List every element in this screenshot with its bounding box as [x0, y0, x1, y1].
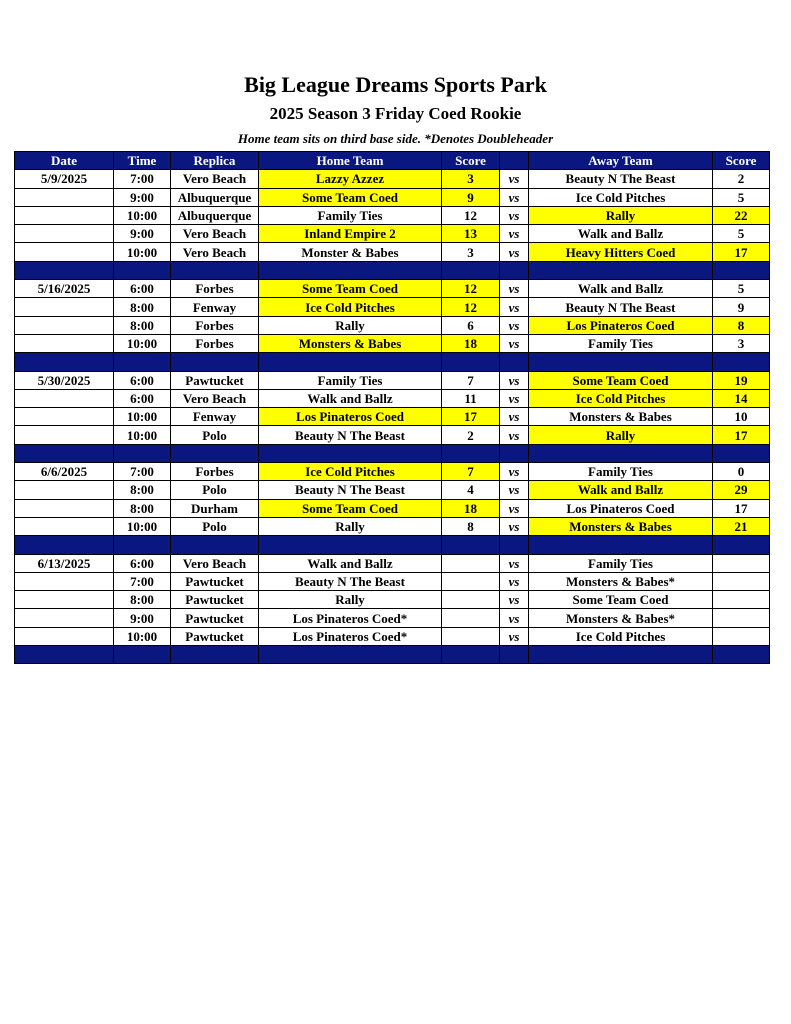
vs-cell: vs [500, 591, 529, 609]
away-score-cell: 5 [713, 188, 770, 206]
home-team-cell: Rally [259, 316, 442, 334]
date-cell [15, 591, 114, 609]
away-team-cell: Rally [529, 206, 713, 224]
time-cell: 8:00 [114, 481, 171, 499]
game-row [15, 609, 770, 627]
vs-cell: vs [500, 572, 529, 590]
away-score-cell: 0 [713, 463, 770, 481]
home-score-cell: 2 [442, 426, 500, 444]
vs-cell: vs [500, 298, 529, 316]
game-row [15, 426, 770, 444]
vs-cell: vs [500, 170, 529, 188]
away-team-cell: Monsters & Babes* [529, 572, 713, 590]
home-score-cell: 12 [442, 280, 500, 298]
away-team-cell: Family Ties [529, 554, 713, 572]
col-header-away-score: Score [713, 152, 770, 170]
separator-cell [442, 353, 500, 371]
field-cell: Fenway [171, 298, 259, 316]
home-score-cell [442, 554, 500, 572]
date-cell [15, 609, 114, 627]
time-cell: 10:00 [114, 243, 171, 261]
vs-cell: vs [500, 225, 529, 243]
away-score-cell [713, 572, 770, 590]
home-score-cell [442, 591, 500, 609]
home-score-cell: 17 [442, 408, 500, 426]
home-team-cell: Walk and Ballz [259, 389, 442, 407]
home-team-cell: Ice Cold Pitches [259, 463, 442, 481]
separator-cell [529, 353, 713, 371]
time-cell: 8:00 [114, 591, 171, 609]
away-score-cell: 22 [713, 206, 770, 224]
home-score-cell: 3 [442, 170, 500, 188]
date-cell: 5/30/2025 [15, 371, 114, 389]
date-cell [15, 572, 114, 590]
home-team-cell: Rally [259, 517, 442, 535]
time-cell: 6:00 [114, 280, 171, 298]
vs-cell: vs [500, 463, 529, 481]
game-row [15, 280, 770, 298]
vs-cell: vs [500, 408, 529, 426]
date-cell [15, 334, 114, 352]
time-cell: 8:00 [114, 499, 171, 517]
game-row [15, 334, 770, 352]
field-cell: Forbes [171, 334, 259, 352]
away-score-cell: 17 [713, 499, 770, 517]
week-separator-row [15, 536, 770, 554]
separator-cell [114, 261, 171, 279]
field-cell: Albuquerque [171, 206, 259, 224]
date-cell [15, 243, 114, 261]
separator-cell [171, 353, 259, 371]
field-cell: Vero Beach [171, 389, 259, 407]
home-score-cell: 8 [442, 517, 500, 535]
game-row [15, 499, 770, 517]
game-row [15, 554, 770, 572]
date-cell [15, 499, 114, 517]
away-team-cell: Monsters & Babes [529, 517, 713, 535]
game-row [15, 371, 770, 389]
week-separator-row [15, 646, 770, 664]
date-cell [15, 298, 114, 316]
separator-cell [529, 444, 713, 462]
separator-cell [500, 444, 529, 462]
week-separator-row [15, 444, 770, 462]
field-cell: Pawtucket [171, 609, 259, 627]
date-cell [15, 225, 114, 243]
separator-cell [259, 444, 442, 462]
home-team-cell: Some Team Coed [259, 188, 442, 206]
page-title: Big League Dreams Sports Park [244, 72, 547, 97]
home-score-cell: 18 [442, 334, 500, 352]
col-header-vs [500, 152, 529, 170]
separator-cell [713, 444, 770, 462]
separator-cell [114, 646, 171, 664]
game-row [15, 243, 770, 261]
home-team-cell: Rally [259, 591, 442, 609]
game-row [15, 206, 770, 224]
time-cell: 6:00 [114, 554, 171, 572]
week-separator-row [15, 353, 770, 371]
date-cell: 5/9/2025 [15, 170, 114, 188]
date-cell [15, 517, 114, 535]
game-row [15, 408, 770, 426]
time-cell: 7:00 [114, 170, 171, 188]
away-score-cell: 21 [713, 517, 770, 535]
away-score-cell: 17 [713, 243, 770, 261]
home-team-cell: Ice Cold Pitches [259, 298, 442, 316]
away-score-cell [713, 554, 770, 572]
vs-cell: vs [500, 517, 529, 535]
field-cell: Albuquerque [171, 188, 259, 206]
date-cell [15, 627, 114, 645]
vs-cell: vs [500, 280, 529, 298]
home-score-cell [442, 572, 500, 590]
vs-cell: vs [500, 334, 529, 352]
date-cell [15, 481, 114, 499]
time-cell: 9:00 [114, 225, 171, 243]
separator-cell [114, 536, 171, 554]
home-score-cell: 11 [442, 389, 500, 407]
game-row [15, 389, 770, 407]
col-header-home-score: Score [442, 152, 500, 170]
home-team-cell: Family Ties [259, 206, 442, 224]
field-cell: Polo [171, 517, 259, 535]
vs-cell: vs [500, 499, 529, 517]
field-cell: Vero Beach [171, 170, 259, 188]
date-cell [15, 408, 114, 426]
vs-cell: vs [500, 627, 529, 645]
away-score-cell: 29 [713, 481, 770, 499]
date-cell [15, 188, 114, 206]
away-score-cell: 5 [713, 225, 770, 243]
field-cell: Polo [171, 481, 259, 499]
date-cell [15, 426, 114, 444]
header-row [15, 152, 770, 170]
away-team-cell: Beauty N The Beast [529, 298, 713, 316]
separator-cell [15, 536, 114, 554]
separator-cell [713, 646, 770, 664]
date-cell [15, 316, 114, 334]
separator-cell [171, 444, 259, 462]
away-team-cell: Walk and Ballz [529, 481, 713, 499]
separator-cell [259, 261, 442, 279]
home-score-cell: 12 [442, 298, 500, 316]
away-team-cell: Beauty N The Beast [529, 170, 713, 188]
home-score-cell: 12 [442, 206, 500, 224]
schedule-note: Home team sits on third base side. *Denotes Doubleheader [237, 131, 554, 146]
home-score-cell: 13 [442, 225, 500, 243]
time-cell: 7:00 [114, 572, 171, 590]
separator-cell [15, 646, 114, 664]
time-cell: 10:00 [114, 627, 171, 645]
separator-cell [171, 536, 259, 554]
separator-cell [259, 646, 442, 664]
field-cell: Fenway [171, 408, 259, 426]
separator-cell [442, 261, 500, 279]
field-cell: Forbes [171, 280, 259, 298]
separator-cell [529, 536, 713, 554]
home-score-cell: 18 [442, 499, 500, 517]
game-row [15, 298, 770, 316]
separator-cell [171, 646, 259, 664]
game-row [15, 481, 770, 499]
week-separator-row [15, 261, 770, 279]
separator-cell [500, 353, 529, 371]
home-team-cell: Walk and Ballz [259, 554, 442, 572]
page-subtitle: 2025 Season 3 Friday Coed Rookie [269, 104, 522, 123]
separator-cell [171, 261, 259, 279]
separator-cell [259, 353, 442, 371]
home-team-cell: Los Pinateros Coed* [259, 609, 442, 627]
time-cell: 6:00 [114, 389, 171, 407]
away-score-cell: 5 [713, 280, 770, 298]
home-team-cell: Some Team Coed [259, 280, 442, 298]
vs-cell: vs [500, 389, 529, 407]
schedule-table [14, 151, 770, 664]
home-score-cell: 7 [442, 463, 500, 481]
separator-cell [442, 444, 500, 462]
home-score-cell: 4 [442, 481, 500, 499]
game-row [15, 316, 770, 334]
home-team-cell: Beauty N The Beast [259, 572, 442, 590]
home-score-cell: 3 [442, 243, 500, 261]
vs-cell: vs [500, 554, 529, 572]
home-score-cell: 9 [442, 188, 500, 206]
home-score-cell [442, 609, 500, 627]
away-team-cell: Family Ties [529, 463, 713, 481]
separator-cell [713, 261, 770, 279]
date-cell: 5/16/2025 [15, 280, 114, 298]
away-team-cell: Los Pinateros Coed [529, 316, 713, 334]
vs-cell: vs [500, 243, 529, 261]
home-score-cell: 7 [442, 371, 500, 389]
game-row [15, 627, 770, 645]
time-cell: 9:00 [114, 188, 171, 206]
field-cell: Vero Beach [171, 554, 259, 572]
date-cell: 6/6/2025 [15, 463, 114, 481]
home-team-cell: Monsters & Babes [259, 334, 442, 352]
separator-cell [15, 261, 114, 279]
separator-cell [15, 353, 114, 371]
vs-cell: vs [500, 206, 529, 224]
time-cell: 8:00 [114, 316, 171, 334]
away-score-cell: 17 [713, 426, 770, 444]
separator-cell [500, 646, 529, 664]
away-team-cell: Ice Cold Pitches [529, 188, 713, 206]
home-team-cell: Los Pinateros Coed* [259, 627, 442, 645]
away-team-cell: Ice Cold Pitches [529, 389, 713, 407]
field-cell: Polo [171, 426, 259, 444]
game-row [15, 572, 770, 590]
field-cell: Forbes [171, 463, 259, 481]
game-row [15, 517, 770, 535]
separator-cell [15, 444, 114, 462]
away-score-cell: 10 [713, 408, 770, 426]
col-header-date: Date [15, 152, 114, 170]
time-cell: 7:00 [114, 463, 171, 481]
home-team-cell: Los Pinateros Coed [259, 408, 442, 426]
separator-cell [713, 536, 770, 554]
home-score-cell [442, 627, 500, 645]
field-cell: Durham [171, 499, 259, 517]
field-cell: Vero Beach [171, 243, 259, 261]
col-header-replica: Replica [171, 152, 259, 170]
away-score-cell: 14 [713, 389, 770, 407]
away-score-cell [713, 627, 770, 645]
time-cell: 6:00 [114, 371, 171, 389]
away-team-cell: Family Ties [529, 334, 713, 352]
away-team-cell: Walk and Ballz [529, 225, 713, 243]
date-cell: 6/13/2025 [15, 554, 114, 572]
separator-cell [529, 261, 713, 279]
separator-cell [259, 536, 442, 554]
separator-cell [713, 353, 770, 371]
time-cell: 9:00 [114, 609, 171, 627]
home-team-cell: Monster & Babes [259, 243, 442, 261]
schedule-body [15, 170, 770, 664]
date-cell [15, 389, 114, 407]
separator-cell [500, 536, 529, 554]
away-score-cell: 2 [713, 170, 770, 188]
home-team-cell: Some Team Coed [259, 499, 442, 517]
away-team-cell: Walk and Ballz [529, 280, 713, 298]
separator-cell [500, 261, 529, 279]
time-cell: 10:00 [114, 426, 171, 444]
separator-cell [114, 444, 171, 462]
separator-cell [114, 353, 171, 371]
field-cell: Pawtucket [171, 627, 259, 645]
vs-cell: vs [500, 371, 529, 389]
away-team-cell: Some Team Coed [529, 371, 713, 389]
field-cell: Pawtucket [171, 591, 259, 609]
col-header-away-team: Away Team [529, 152, 713, 170]
game-row [15, 188, 770, 206]
time-cell: 10:00 [114, 206, 171, 224]
field-cell: Pawtucket [171, 371, 259, 389]
away-team-cell: Rally [529, 426, 713, 444]
field-cell: Vero Beach [171, 225, 259, 243]
date-cell [15, 206, 114, 224]
vs-cell: vs [500, 316, 529, 334]
time-cell: 10:00 [114, 408, 171, 426]
home-score-cell: 6 [442, 316, 500, 334]
away-team-cell: Some Team Coed [529, 591, 713, 609]
away-score-cell: 3 [713, 334, 770, 352]
away-team-cell: Heavy Hitters Coed [529, 243, 713, 261]
vs-cell: vs [500, 481, 529, 499]
game-row [15, 591, 770, 609]
vs-cell: vs [500, 426, 529, 444]
game-row [15, 225, 770, 243]
col-header-time: Time [114, 152, 171, 170]
away-score-cell [713, 609, 770, 627]
away-team-cell: Ice Cold Pitches [529, 627, 713, 645]
away-score-cell: 19 [713, 371, 770, 389]
separator-cell [442, 646, 500, 664]
away-score-cell: 8 [713, 316, 770, 334]
col-header-home-team: Home Team [259, 152, 442, 170]
separator-cell [442, 536, 500, 554]
home-team-cell: Beauty N The Beast [259, 426, 442, 444]
time-cell: 8:00 [114, 298, 171, 316]
home-team-cell: Beauty N The Beast [259, 481, 442, 499]
field-cell: Pawtucket [171, 572, 259, 590]
away-team-cell: Monsters & Babes* [529, 609, 713, 627]
game-row [15, 170, 770, 188]
home-team-cell: Inland Empire 2 [259, 225, 442, 243]
separator-cell [529, 646, 713, 664]
vs-cell: vs [500, 188, 529, 206]
time-cell: 10:00 [114, 517, 171, 535]
game-row [15, 463, 770, 481]
away-score-cell [713, 591, 770, 609]
away-team-cell: Monsters & Babes [529, 408, 713, 426]
home-team-cell: Lazzy Azzez [259, 170, 442, 188]
home-team-cell: Family Ties [259, 371, 442, 389]
field-cell: Forbes [171, 316, 259, 334]
time-cell: 10:00 [114, 334, 171, 352]
away-team-cell: Los Pinateros Coed [529, 499, 713, 517]
vs-cell: vs [500, 609, 529, 627]
away-score-cell: 9 [713, 298, 770, 316]
